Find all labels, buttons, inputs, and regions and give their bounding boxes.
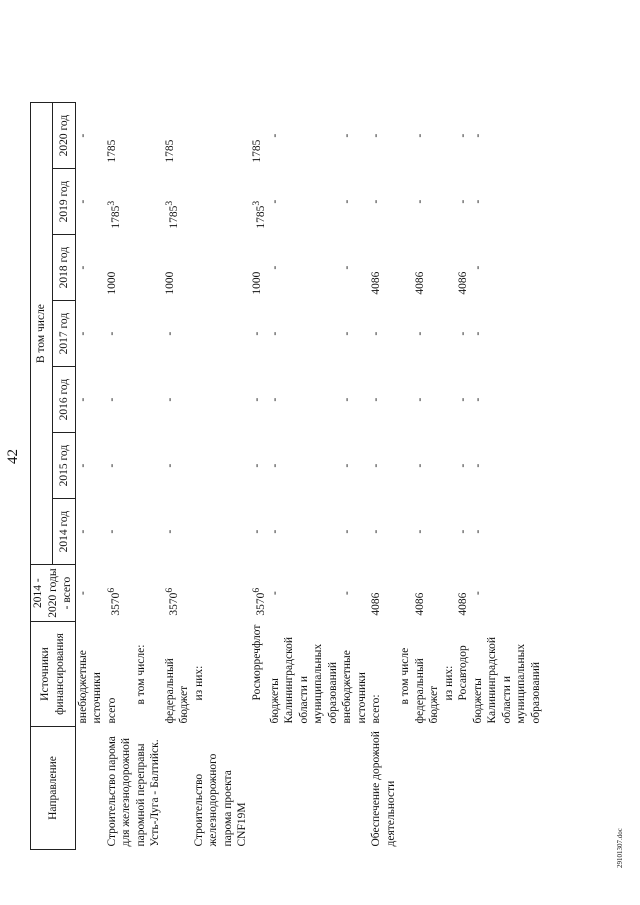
year-value-cell	[268, 169, 341, 235]
year-value-cell	[471, 367, 544, 433]
total-cell	[398, 565, 413, 622]
year-value-cell	[163, 433, 192, 499]
year-value: -	[370, 133, 383, 138]
year-value-cell	[398, 301, 413, 367]
total-value: 3570	[254, 592, 267, 616]
year-value: -	[105, 529, 118, 534]
header-including: В том числе	[31, 103, 53, 565]
source-cell: всего:	[370, 694, 383, 724]
year-value-cell	[369, 235, 398, 301]
year-value: 4086	[413, 271, 426, 295]
year-value: -	[471, 133, 484, 138]
source-cell: Росавтодор	[457, 645, 470, 701]
year-value: -	[76, 133, 89, 138]
year-value: -	[471, 397, 484, 402]
year-value-cell	[192, 235, 250, 301]
year-value-cell	[369, 103, 398, 169]
direction-cell	[268, 727, 341, 850]
year-value-cell	[250, 235, 268, 301]
year-value-cell	[268, 499, 341, 565]
year-value-cell	[163, 301, 192, 367]
year-value: -	[76, 397, 89, 402]
year-value-cell	[134, 367, 163, 433]
year-value: -	[413, 331, 426, 336]
source-cell: из них:	[442, 665, 455, 701]
year-value-cell	[340, 169, 369, 235]
year-value-cell	[75, 433, 105, 499]
header-year: 2018 год	[53, 235, 75, 301]
year-value: 4086	[370, 271, 383, 295]
header-year: 2014 год	[53, 499, 75, 565]
year-value: -	[341, 265, 354, 270]
footnote-mark: 3	[163, 200, 175, 206]
year-value: -	[163, 463, 176, 468]
header-year: 2015 год	[53, 433, 75, 499]
year-value-cell	[268, 433, 341, 499]
year-value-cell	[105, 235, 134, 301]
total-value: -	[341, 591, 354, 595]
header-direction: Направление	[31, 727, 76, 850]
year-value-cell	[413, 433, 442, 499]
year-value: -	[268, 265, 281, 270]
year-value: -	[268, 199, 281, 204]
table-row	[456, 103, 471, 850]
footer-code: 29101307.doc	[616, 828, 624, 868]
year-value-cell	[398, 367, 413, 433]
header-source: Источники финансирования	[31, 622, 76, 727]
year-value-cell	[340, 301, 369, 367]
year-value: -	[471, 529, 484, 534]
year-value-cell	[442, 235, 457, 301]
year-value-cell	[413, 301, 442, 367]
year-value-cell	[105, 433, 134, 499]
year-value-cell	[398, 169, 413, 235]
year-value-cell	[369, 433, 398, 499]
table-row	[250, 103, 268, 850]
year-value: -	[370, 463, 383, 468]
year-value: -	[163, 397, 176, 402]
year-value: -	[457, 199, 470, 204]
table-row	[192, 103, 250, 850]
footnote-mark: 3	[105, 200, 117, 206]
direction-cell: Строительство парома для железнодорожной	[105, 736, 132, 847]
table-row	[442, 103, 457, 850]
year-value-cell	[268, 301, 341, 367]
total-value: -	[471, 591, 484, 595]
year-value: -	[268, 463, 281, 468]
year-value: -	[76, 199, 89, 204]
year-value-cell	[340, 235, 369, 301]
year-value-cell	[340, 499, 369, 565]
year-value-cell	[134, 235, 163, 301]
year-value: -	[413, 199, 426, 204]
total-cell	[250, 565, 268, 622]
year-value-cell	[369, 169, 398, 235]
direction-cell	[456, 727, 471, 850]
year-value-cell	[413, 169, 442, 235]
year-value-cell	[471, 103, 544, 169]
year-value: -	[105, 331, 118, 336]
total-cell	[413, 565, 442, 622]
header-year: 2016 год	[53, 367, 75, 433]
year-value: 1000	[250, 271, 263, 295]
direction-cell	[75, 727, 105, 850]
year-value: -	[471, 265, 484, 270]
total-value: 4086	[370, 592, 383, 616]
total-cell	[75, 565, 105, 622]
total-value: 3570	[109, 592, 122, 616]
year-value-cell	[134, 433, 163, 499]
source-cell: федеральный бюджет	[413, 658, 441, 724]
year-value-cell	[442, 499, 457, 565]
total-cell	[456, 565, 471, 622]
direction-cell	[163, 727, 192, 850]
table-row	[413, 103, 442, 850]
year-value: -	[268, 529, 281, 534]
year-value: -	[413, 133, 426, 138]
total-cell	[163, 565, 192, 622]
year-value: -	[163, 529, 176, 534]
total-value: 4086	[413, 592, 426, 616]
total-value: -	[76, 591, 89, 595]
year-value-cell	[442, 103, 457, 169]
year-value: -	[250, 397, 263, 402]
table-row	[398, 103, 413, 850]
year-value: -	[471, 463, 484, 468]
year-value-cell	[192, 499, 250, 565]
year-value: -	[413, 529, 426, 534]
year-value: -	[370, 397, 383, 402]
year-value-cell	[456, 367, 471, 433]
year-value: -	[105, 397, 118, 402]
year-value: -	[250, 463, 263, 468]
year-value-cell	[340, 433, 369, 499]
year-value-cell	[75, 301, 105, 367]
year-value-cell	[250, 103, 268, 169]
year-value-cell	[250, 367, 268, 433]
year-value-cell	[192, 367, 250, 433]
year-value-cell	[163, 367, 192, 433]
year-value: -	[250, 529, 263, 534]
source-cell: всего	[105, 697, 118, 724]
year-value-cell	[413, 499, 442, 565]
year-value-cell	[442, 301, 457, 367]
year-value-cell	[75, 169, 105, 235]
year-value: 1000	[105, 271, 118, 295]
source-cell: из них:	[192, 665, 205, 701]
year-value: -	[370, 199, 383, 204]
total-value: -	[268, 591, 281, 595]
header-year: 2019 год	[53, 169, 75, 235]
year-value: -	[105, 463, 118, 468]
year-value-cell	[192, 301, 250, 367]
year-value-cell	[369, 367, 398, 433]
total-cell	[442, 565, 457, 622]
year-value: 1785	[254, 205, 267, 229]
table-row	[471, 103, 544, 850]
year-value-cell	[471, 235, 544, 301]
source-cell: бюджеты Калининградской области и муниципальных образований	[268, 636, 339, 724]
year-value: -	[341, 397, 354, 402]
year-value: -	[341, 529, 354, 534]
year-value: -	[471, 199, 484, 204]
year-value-cell	[442, 169, 457, 235]
direction-cell	[471, 727, 544, 850]
total-cell	[192, 565, 250, 622]
year-value-cell	[105, 499, 134, 565]
source-cell: федеральный бюджет	[163, 658, 190, 724]
year-value: -	[413, 463, 426, 468]
year-value-cell	[250, 433, 268, 499]
footnote-mark: 3	[250, 200, 262, 206]
total-cell	[369, 565, 398, 622]
year-value-cell	[471, 169, 544, 235]
footnote-mark: 6	[163, 587, 175, 593]
table-row	[369, 103, 398, 850]
year-value: -	[457, 331, 470, 336]
year-value-cell	[471, 301, 544, 367]
year-value: -	[341, 463, 354, 468]
year-value: -	[413, 397, 426, 402]
direction-cell	[442, 727, 457, 850]
year-value: -	[76, 265, 89, 270]
year-value-cell	[471, 433, 544, 499]
year-value-cell	[456, 103, 471, 169]
total-cell	[105, 565, 134, 622]
table-row	[75, 103, 105, 850]
direction-cell: Строительство железнодорожного парома проекта CNF19M	[192, 753, 248, 847]
total-cell	[134, 565, 163, 622]
direction-cell	[340, 727, 369, 850]
table-row	[163, 103, 192, 850]
year-value-cell	[75, 103, 105, 169]
year-value: 1785	[109, 205, 122, 229]
year-value-cell	[398, 103, 413, 169]
year-value: -	[76, 331, 89, 336]
year-value-cell	[456, 235, 471, 301]
year-value-cell	[268, 367, 341, 433]
year-value-cell	[442, 367, 457, 433]
total-cell	[340, 565, 369, 622]
year-value-cell	[163, 235, 192, 301]
header-total: 2014 - 2020 годы - всего	[31, 565, 76, 622]
year-value-cell	[192, 103, 250, 169]
year-value-cell	[413, 367, 442, 433]
year-value: 4086	[457, 271, 470, 295]
year-value: -	[268, 397, 281, 402]
year-value-cell	[163, 499, 192, 565]
year-value-cell	[134, 169, 163, 235]
year-value-cell	[268, 235, 341, 301]
source-cell: Росморречфлот	[250, 624, 263, 701]
year-value: -	[341, 133, 354, 138]
year-value-cell	[250, 301, 268, 367]
direction-cell	[398, 727, 413, 850]
footnote-mark: 6	[250, 587, 262, 593]
year-value-cell	[105, 301, 134, 367]
year-value-cell	[75, 235, 105, 301]
financing-table	[30, 102, 543, 850]
year-value-cell	[413, 103, 442, 169]
year-value-cell	[340, 367, 369, 433]
year-value-cell	[456, 169, 471, 235]
total-cell	[471, 565, 544, 622]
year-value-cell	[369, 301, 398, 367]
year-value: 1000	[163, 271, 176, 295]
year-value-cell	[369, 499, 398, 565]
direction-cell	[250, 727, 268, 850]
source-cell: внебюджетные источники	[341, 650, 368, 724]
source-cell: в том числе:	[134, 644, 147, 705]
year-value: -	[341, 199, 354, 204]
year-value-cell	[134, 499, 163, 565]
year-value-cell	[75, 367, 105, 433]
year-value-cell	[413, 235, 442, 301]
source-cell: внебюджетные источники	[76, 650, 103, 724]
year-value-cell	[163, 103, 192, 169]
year-value: 1785	[105, 139, 118, 163]
direction-cell: паромной переправы Усть-Луга - Балтийск.	[134, 739, 161, 847]
year-value: 1785	[250, 139, 263, 163]
year-value-cell	[192, 433, 250, 499]
year-value-cell	[250, 499, 268, 565]
year-value: -	[370, 331, 383, 336]
year-value-cell	[398, 499, 413, 565]
year-value-cell	[398, 433, 413, 499]
year-value: -	[250, 331, 263, 336]
source-cell: в том числе	[399, 647, 412, 705]
year-value-cell	[340, 103, 369, 169]
header-row-1	[31, 103, 53, 850]
year-value: -	[457, 397, 470, 402]
year-value-cell	[250, 169, 268, 235]
year-value: -	[341, 331, 354, 336]
year-value-cell	[75, 499, 105, 565]
year-value: -	[457, 529, 470, 534]
year-value-cell	[456, 499, 471, 565]
year-value: 1785	[163, 139, 176, 163]
table-body	[75, 103, 543, 850]
total-value: 4086	[457, 592, 470, 616]
year-value: -	[268, 331, 281, 336]
year-value-cell	[105, 367, 134, 433]
header-year: 2017 год	[53, 301, 75, 367]
table-row	[105, 103, 134, 850]
year-value: -	[268, 133, 281, 138]
table-row	[134, 103, 163, 850]
year-value-cell	[442, 433, 457, 499]
year-value: -	[457, 133, 470, 138]
year-value-cell	[192, 169, 250, 235]
table-row	[268, 103, 341, 850]
year-value: -	[76, 463, 89, 468]
year-value-cell	[134, 301, 163, 367]
year-value-cell	[456, 433, 471, 499]
year-value-cell	[134, 103, 163, 169]
total-cell	[268, 565, 341, 622]
source-cell: бюджеты Калининградской области и муниципальных образований	[471, 636, 542, 724]
year-value-cell	[105, 103, 134, 169]
total-value: 3570	[167, 592, 180, 616]
year-value: -	[163, 331, 176, 336]
year-value-cell	[105, 169, 134, 235]
table-row	[340, 103, 369, 850]
year-value-cell	[471, 499, 544, 565]
direction-cell: Обеспечение дорожной деятельности	[370, 731, 397, 847]
year-value-cell	[398, 235, 413, 301]
year-value: -	[457, 463, 470, 468]
direction-cell	[413, 727, 442, 850]
year-value: 1785	[167, 205, 180, 229]
year-value-cell	[456, 301, 471, 367]
year-value-cell	[268, 103, 341, 169]
year-value: -	[370, 529, 383, 534]
year-value: -	[471, 331, 484, 336]
year-value-cell	[163, 169, 192, 235]
year-value: -	[76, 529, 89, 534]
header-year: 2020 год	[53, 103, 75, 169]
footnote-mark: 6	[105, 587, 117, 593]
page-number: 42	[5, 449, 21, 464]
